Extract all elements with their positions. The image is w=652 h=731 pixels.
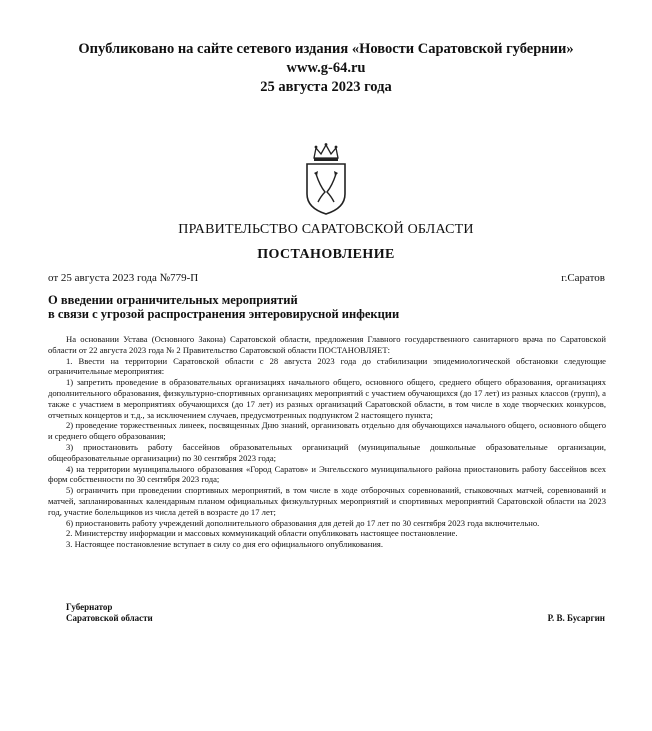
paragraph: 3) приостановить работу бассейнов образовательных организаций (муниципальные дошкольные образовательные организации, общеобразовательные организации) по 30 сентября 2023 года; [48,441,606,463]
paragraph: 1. Ввести на территории Саратовской области с 28 августа 2023 года до стабилизации эпидемиологической обстановки следующие ограничительные мероприятия: [48,355,606,377]
signer-name: Р. В. Бусаргин [547,613,605,623]
document-meta [48,272,605,284]
paragraph: 4) на территории муниципального образования «Город Саратов» и Энгельсского муниципального района приостановить работу бассейнов всех форм собственности по 30 сентября 2023 года; [48,463,606,485]
date-and-number: от 25 августа 2023 года №779-П [48,272,199,284]
signer-position-line-2: Саратовской области [66,613,153,623]
paragraph: 2. Министерству информации и массовых коммуникаций области опубликовать настоящее постановление. [66,528,458,539]
city: г.Саратов [561,272,605,284]
paragraph: На основании Устава (Основного Закона) Саратовской области, предложения Главного государственного санитарного врача по Саратовской области от 22 августа 2023 года № 2 Правительство Саратовской области ПОСТАНОВЛЯЕТ: [48,334,606,355]
paragraph: 1) запретить проведение в образовательных организациях начального общего, основного общего, среднего общего образования, организациях дополнительного образования, физкультурно-спортивных организациях мероприятий с участием обучающихся (до 17 лет) из разных классов (групп), а также с участием в мероприятиях обучающихся (до 17 лет) из разных организаций Саратовской области, в том числе в ходе творческих конкурсов, отчетных концертов и т.д., за исключением случаев, предусмотренных подпунктом 2 настоящего пункта; [48,377,606,420]
paragraph: 3. Настоящее постановление вступает в силу со дня его официального опубликования. [66,539,384,550]
publication-date: 25 августа 2023 года [260,79,392,95]
title-line-1: О введении ограничительных мероприятий [48,293,298,307]
title-line-2: в связи с угрозой распространения энтеровирусной инфекции [48,307,400,321]
document-title [48,293,468,321]
paragraph: 6) приостановить работу учреждений дополнительного образования для детей до 17 лет по 30 сентября 2023 года включительно. [66,517,540,528]
signature-block [66,602,605,624]
government-name: ПРАВИТЕЛЬСТВО САРАТОВСКОЙ ОБЛАСТИ [178,222,474,237]
paragraph: 2) проведение торжественных линеек, посвященных Дню знаний, организовать отдельно для обучающихся начального общего, основного общего и среднего общего образования; [48,420,606,442]
publication-header [0,40,652,97]
signer-position-line-1: Губернатор [66,602,113,612]
saratov-coat-of-arms-icon [303,142,349,216]
paragraph: 5) ограничить при проведении спортивных мероприятий, в том числе в ходе отборочных соревнований, стыковочных матчей, соревнований и матчей, запланированных календарным планом официальных физкультурных мероприятий и спортивных мероприятий Саратовской области на 2023 год, участие болельщиков из числа детей в возрасте до 17 лет; [48,485,606,517]
publication-website: www.g-64.ru [286,60,366,76]
document-type: ПОСТАНОВЛЕНИЕ [257,247,395,262]
document-body [48,334,606,550]
publication-notice: Опубликовано на сайте сетевого издания «Новости Саратовской губернии» [78,41,574,57]
